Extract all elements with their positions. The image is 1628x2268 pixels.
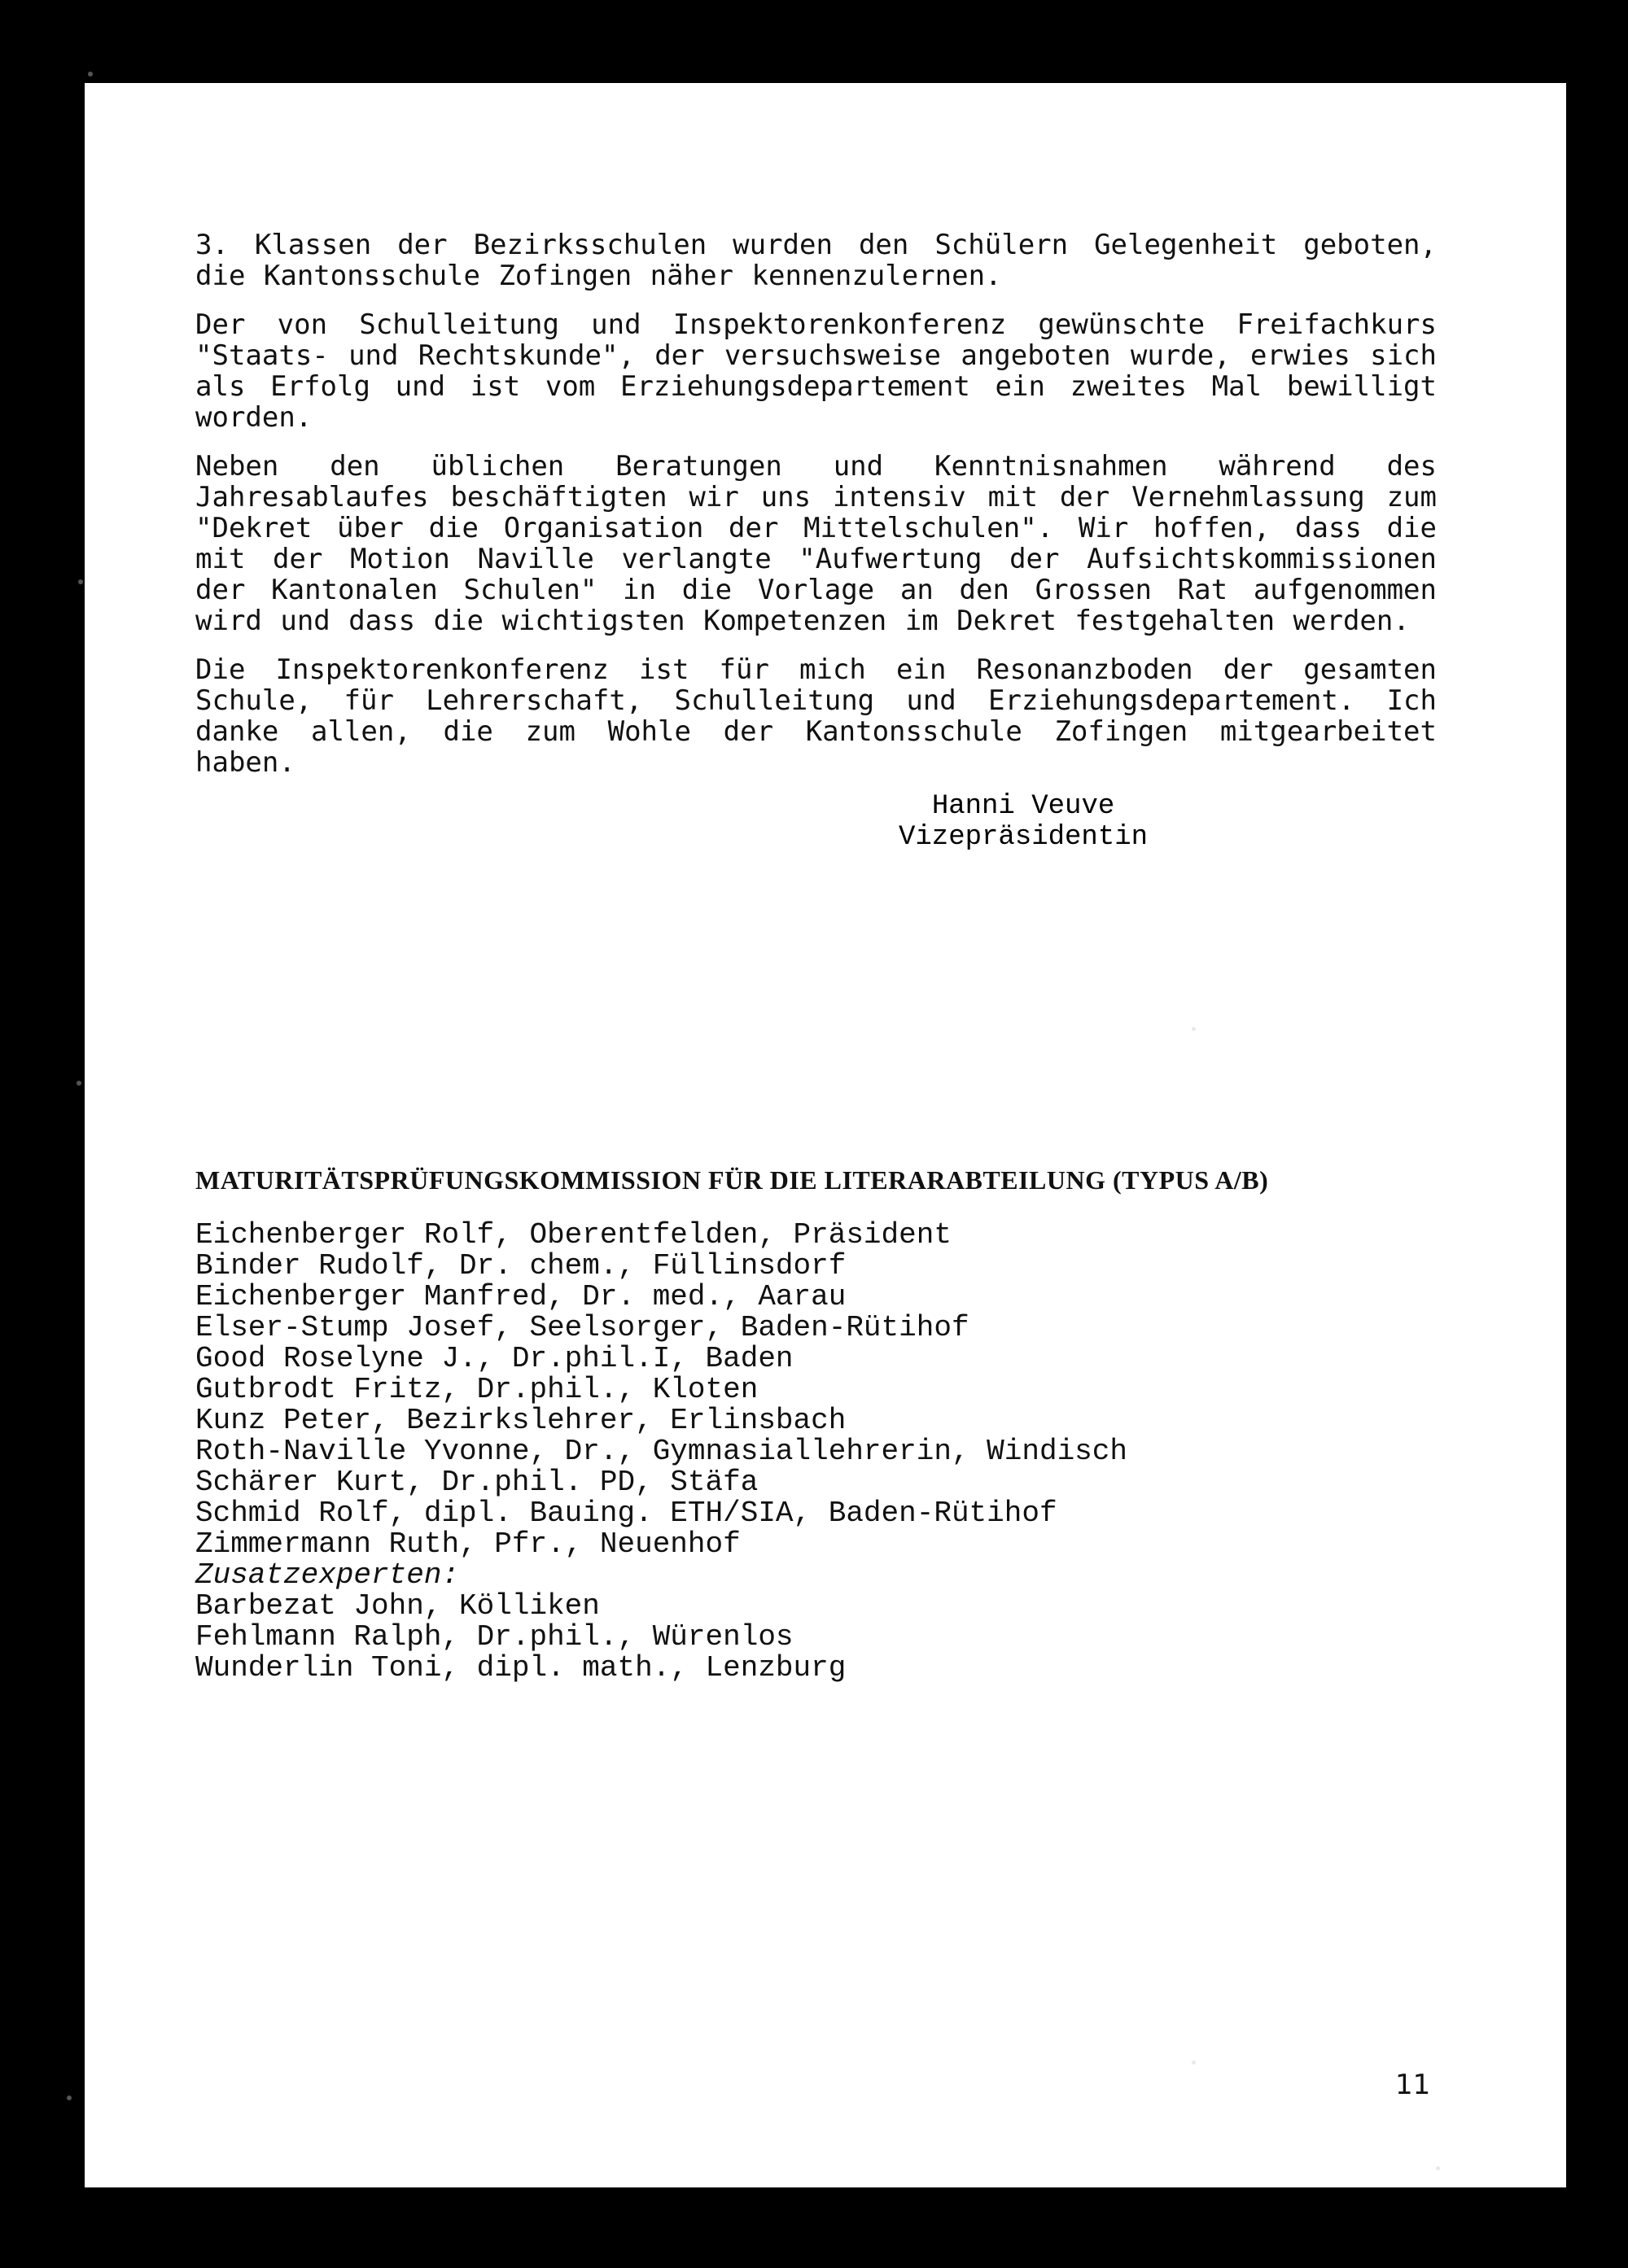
- paragraph-3: Neben den üblichen Beratungen und Kenntnisnahmen während des Jahresablaufes beschäftigten wir uns intensiv mit der Vernehmlassung zum "Dekret über die Organisation der Mittelschulen". Wir hoffen, dass die mit der Motion Naville verlangte "Aufwertung der Aufsichtskommissionen der Kantonalen Schulen" in die Vorlage an den Grossen Rat aufgenommen wird und dass die wichtigsten Kompetenzen im Dekret festgehalten werden.: [195, 450, 1437, 637]
- member-entry: Kunz Peter, Bezirkslehrer, Erlinsbach: [195, 1404, 847, 1437]
- member-entry: Good Roselyne J., Dr.phil.I, Baden: [195, 1342, 794, 1375]
- commission-section: [195, 1165, 1498, 1684]
- experts-label: Zusatzexperten:: [195, 1558, 460, 1592]
- body-text: [195, 229, 1437, 796]
- page-number: 11: [1395, 2069, 1431, 2101]
- member-entry: Eichenberger Manfred, Dr. med., Aarau: [195, 1280, 847, 1313]
- member-entry: Elser-Stump Josef, Seelsorger, Baden-Rütihof: [195, 1311, 969, 1344]
- signature-block: [899, 791, 1148, 853]
- commission-title: MATURITÄTSPRÜFUNGSKOMMISSION FÜR DIE LITERARABTEILUNG (TYPUS A/B): [195, 1165, 1269, 1195]
- scan-edge-dot: [88, 72, 93, 76]
- document-page: [85, 83, 1566, 2187]
- member-entry: Roth-Naville Yvonne, Dr., Gymnasiallehrerin, Windisch: [195, 1435, 1127, 1468]
- member-entry: Schmid Rolf, dipl. Bauing. ETH/SIA, Baden-Rütihof: [195, 1497, 1057, 1530]
- member-entry: Zimmermann Ruth, Pfr., Neuenhof: [195, 1527, 741, 1561]
- expert-entry: Wunderlin Toni, dipl. math., Lenzburg: [195, 1651, 847, 1685]
- member-entry: Eichenberger Rolf, Oberentfelden, Präsident: [195, 1218, 952, 1252]
- scan-edge-dot: [77, 1081, 81, 1086]
- scan-edge-dot: [67, 2095, 72, 2100]
- member-entry: Schärer Kurt, Dr.phil. PD, Stäfa: [195, 1466, 759, 1499]
- scan-edge-dot: [78, 579, 83, 584]
- member-entry: Gutbrodt Fritz, Dr.phil., Kloten: [195, 1373, 759, 1406]
- signature-name: Hanni Veuve: [931, 791, 1115, 822]
- member-entry: Binder Rudolf, Dr. chem., Füllinsdorf: [195, 1249, 847, 1283]
- paragraph-2: Der von Schulleitung und Inspektorenkonferenz gewünschte Freifachkurs "Staats- und Rechtskunde", der versuchsweise angeboten wurde, erwies sich als Erfolg und ist vom Erziehungsdepartement ein zweites Mal bewilligt worden.: [195, 308, 1437, 434]
- signature-role: Vizepräsidentin: [899, 822, 1149, 853]
- scan-speck: [1192, 1027, 1196, 1031]
- member-list: [195, 1220, 1498, 1684]
- scan-speck: [1436, 2166, 1440, 2170]
- expert-entry: Fehlmann Ralph, Dr.phil., Würenlos: [195, 1620, 794, 1654]
- paragraph-1: 3. Klassen der Bezirksschulen wurden den Schülern Gelegenheit geboten, die Kantonsschule Zofingen näher kennenzulernen.: [195, 229, 1437, 292]
- paragraph-4: Die Inspektorenkonferenz ist für mich ein Resonanzboden der gesamten Schule, für Lehrerschaft, Schulleitung und Erziehungsdepartement. Ich danke allen, die zum Wohle der Kantonsschule Zofingen mitgearbeitet haben.: [195, 653, 1437, 779]
- expert-entry: Barbezat John, Kölliken: [195, 1589, 600, 1623]
- scan-speck: [1192, 2060, 1196, 2065]
